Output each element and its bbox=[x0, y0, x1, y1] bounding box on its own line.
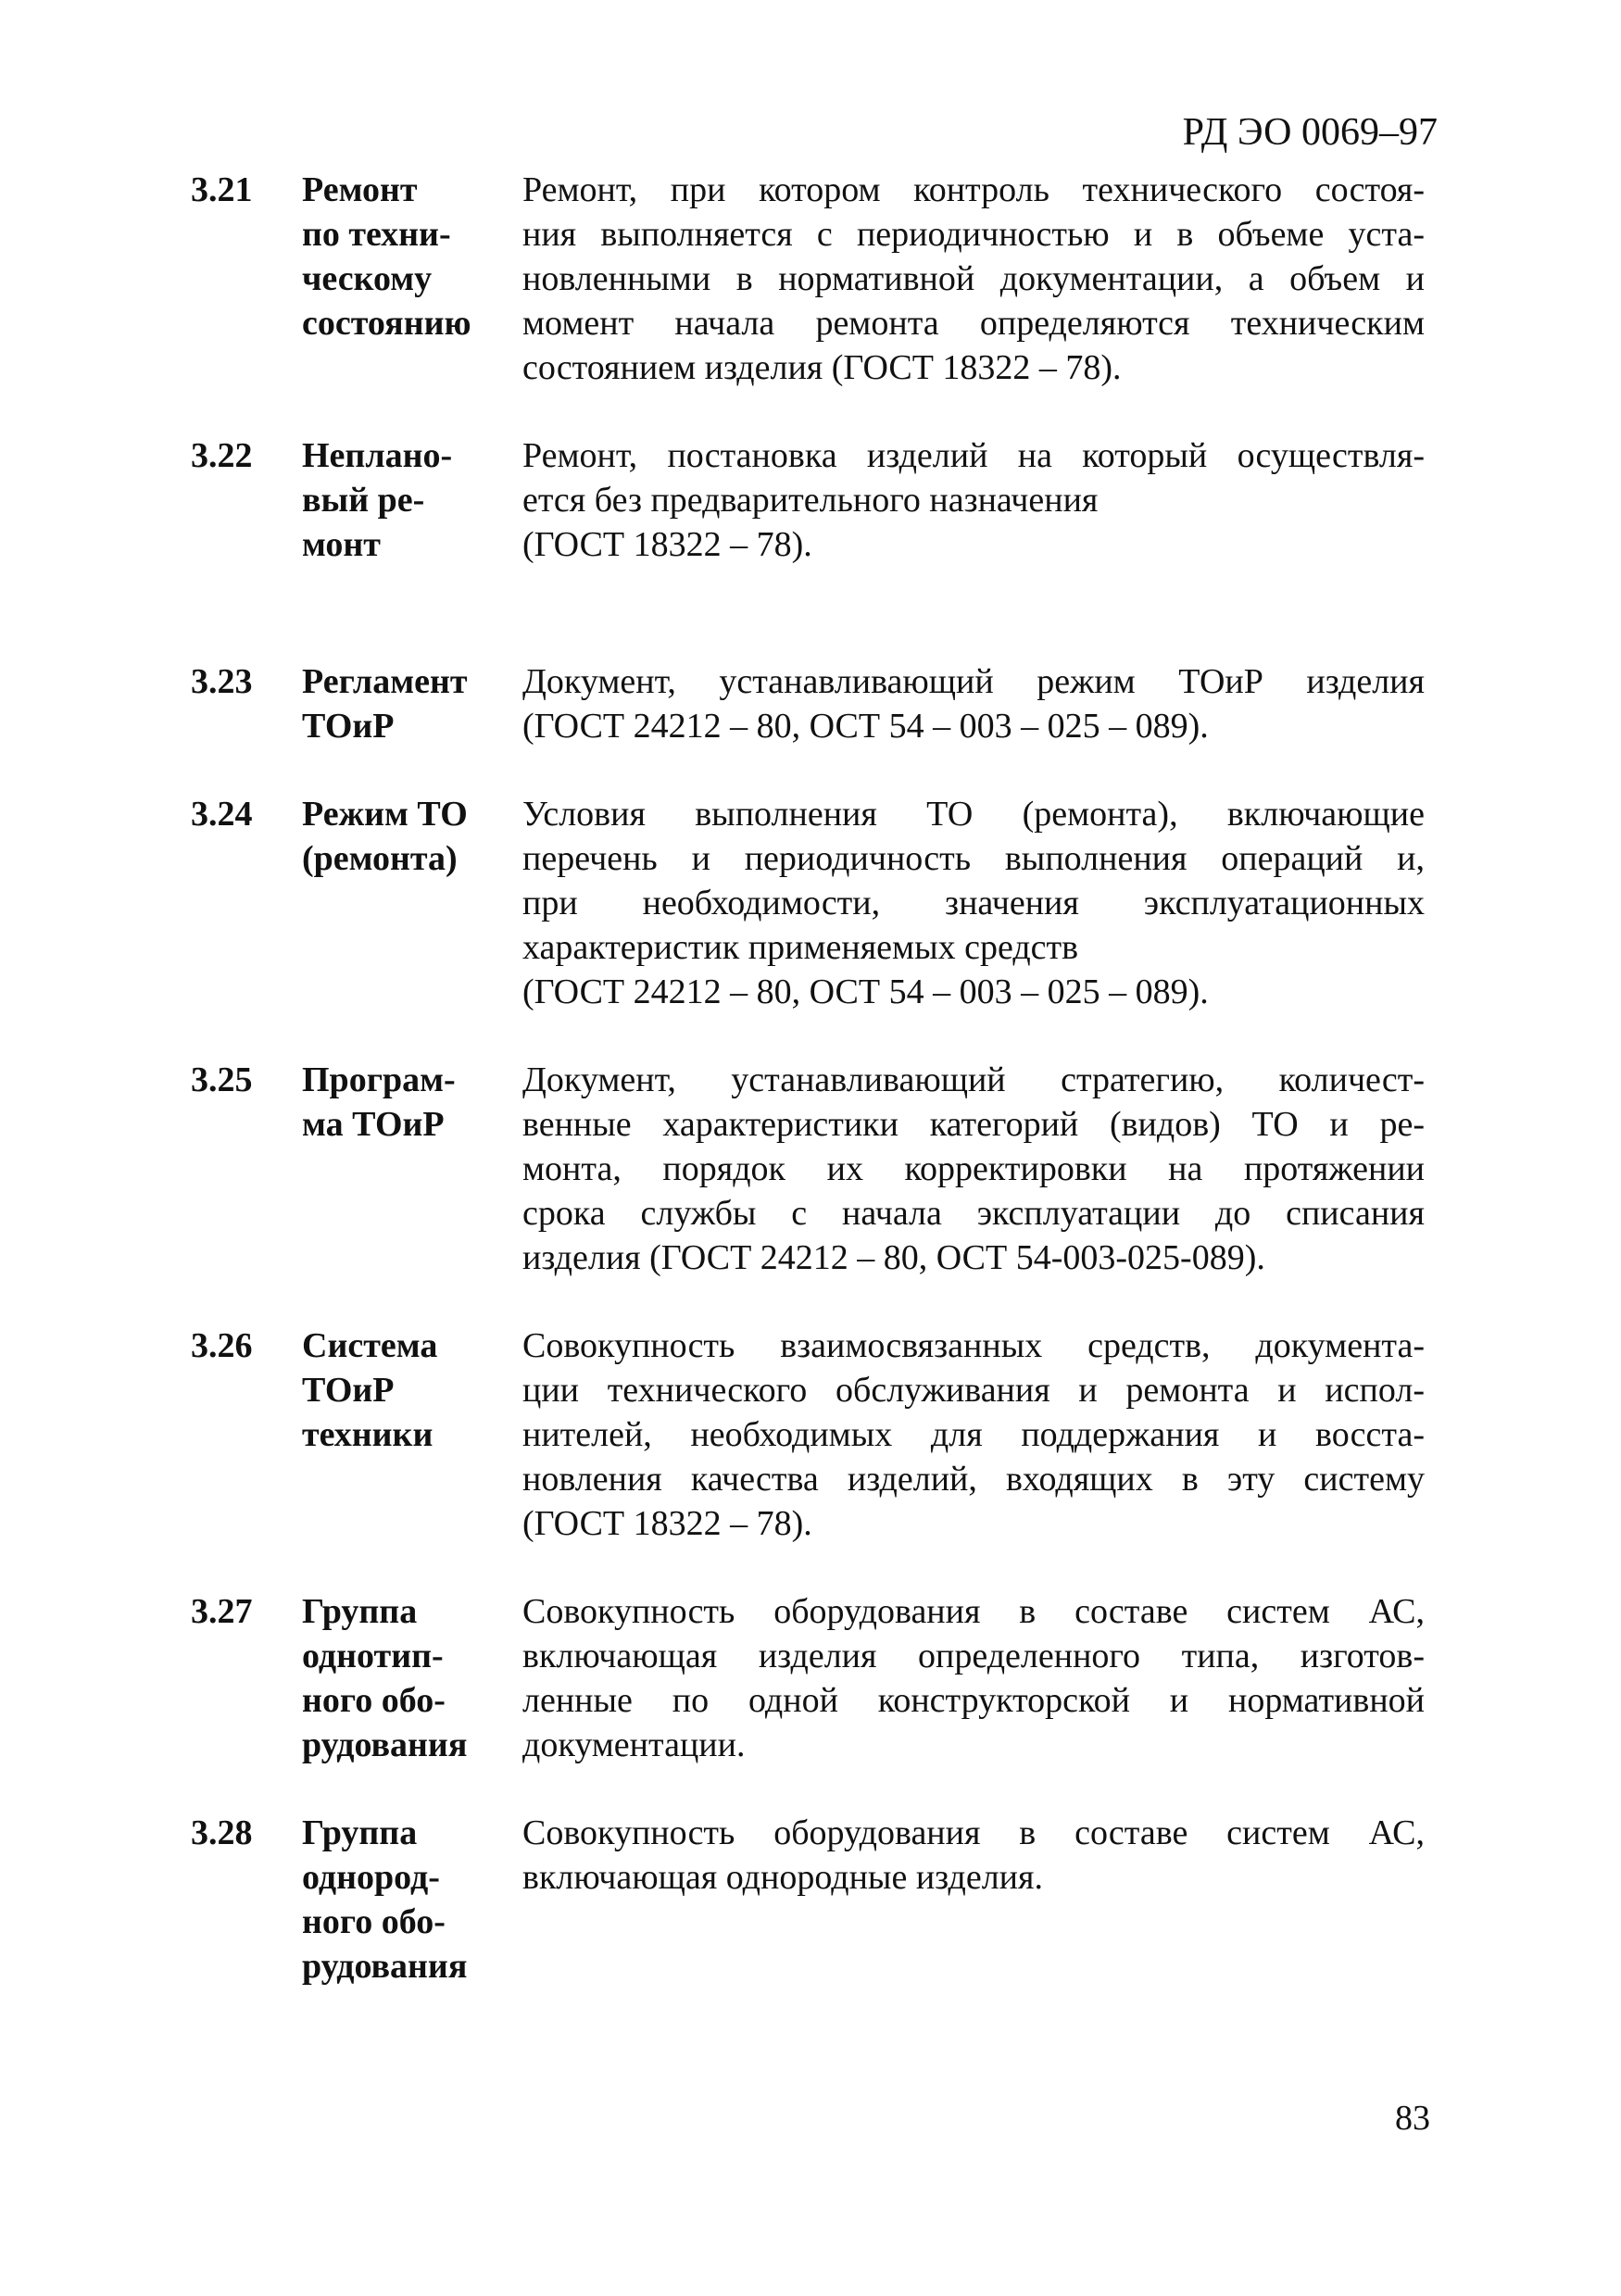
glossary-entry bbox=[191, 1324, 1425, 1555]
entry-number: 3.23 bbox=[191, 662, 253, 701]
definition-line: новления качества изделий, входящих в эту систему bbox=[522, 1460, 1425, 1499]
term-line: однород- bbox=[302, 1858, 440, 1897]
glossary-entry bbox=[191, 1589, 1425, 1821]
term-line: Неплано- bbox=[302, 436, 453, 475]
entry-number: 3.27 bbox=[191, 1592, 253, 1631]
term-line: ТОиР bbox=[302, 707, 395, 746]
term-line: ТОиР bbox=[302, 1371, 395, 1410]
term-line: состоянию bbox=[302, 304, 471, 343]
glossary-entry bbox=[191, 792, 1425, 1023]
entry-term bbox=[302, 1589, 506, 1767]
definition-line: Ремонт, постановка изделий на который осуществля- bbox=[522, 436, 1425, 475]
definition-line: Документ, устанавливающий режим ТОиР изделия bbox=[522, 662, 1425, 701]
term-line: монт bbox=[302, 525, 381, 564]
definition-line: (ГОСТ 24212 – 80, ОСТ 54 – 003 – 025 – 089). bbox=[522, 707, 1209, 746]
entry-definition bbox=[522, 659, 1425, 748]
term-line: Группа bbox=[302, 1813, 418, 1852]
definition-line: (ГОСТ 24212 – 80, ОСТ 54 – 003 – 025 – 089). bbox=[522, 972, 1209, 1011]
document-code-header: РД ЭО 0069–97 bbox=[1182, 111, 1438, 154]
entry-term bbox=[302, 168, 506, 345]
definition-line: характеристик применяемых средств bbox=[522, 928, 1079, 967]
entry-definition bbox=[522, 792, 1425, 1014]
term-line: Система bbox=[302, 1326, 438, 1365]
definition-line: документации. bbox=[522, 1725, 746, 1764]
term-line: ного обо- bbox=[302, 1681, 446, 1720]
entry-number: 3.25 bbox=[191, 1060, 253, 1099]
term-line: рудования bbox=[302, 1947, 468, 1986]
glossary-entry bbox=[191, 168, 1425, 399]
definition-line: перечень и периодичность выполнения операций и, bbox=[522, 839, 1425, 878]
entry-term bbox=[302, 433, 506, 567]
definition-line: изделия (ГОСТ 24212 – 80, ОСТ 54-003-025-089). bbox=[522, 1238, 1265, 1277]
definition-line: Ремонт, при котором контроль технического состоя- bbox=[522, 170, 1425, 209]
term-line: Регламент bbox=[302, 662, 468, 701]
entry-number: 3.21 bbox=[191, 170, 253, 209]
term-line: вый ре- bbox=[302, 481, 425, 520]
definition-line: (ГОСТ 18322 – 78). bbox=[522, 1504, 812, 1543]
entry-term bbox=[302, 1324, 506, 1457]
definition-line: срока службы с начала эксплуатации до списания bbox=[522, 1194, 1425, 1233]
term-line: Режим ТО bbox=[302, 795, 468, 834]
entry-term bbox=[302, 659, 506, 748]
definition-line: состоянием изделия (ГОСТ 18322 – 78). bbox=[522, 348, 1122, 387]
entry-definition bbox=[522, 1589, 1425, 1767]
term-line: по техни- bbox=[302, 215, 451, 254]
definition-line: Совокупность взаимосвязанных средств, документа- bbox=[522, 1326, 1425, 1365]
term-line: Группа bbox=[302, 1592, 418, 1631]
entry-definition bbox=[522, 1058, 1425, 1280]
term-line: техники bbox=[302, 1415, 434, 1454]
glossary-entry bbox=[191, 1058, 1425, 1289]
term-line: Ремонт bbox=[302, 170, 418, 209]
definition-line: Условия выполнения ТО (ремонта), включающие bbox=[522, 795, 1425, 834]
entry-number: 3.26 bbox=[191, 1326, 253, 1365]
entry-definition bbox=[522, 1811, 1425, 1900]
entry-number: 3.28 bbox=[191, 1813, 253, 1852]
entry-term bbox=[302, 1058, 506, 1147]
term-line: ма ТОиР bbox=[302, 1105, 445, 1144]
glossary-entry bbox=[191, 1811, 1425, 2042]
term-line: ческому bbox=[302, 259, 433, 298]
entry-term bbox=[302, 1811, 506, 1989]
definition-line: при необходимости, значения эксплуатационных bbox=[522, 884, 1425, 922]
definition-line: ется без предварительного назначения bbox=[522, 481, 1099, 520]
definition-line: момент начала ремонта определяются техническим bbox=[522, 304, 1425, 343]
definition-line: ленные по одной конструкторской и нормативной bbox=[522, 1681, 1425, 1720]
definition-line: Документ, устанавливающий стратегию, количест- bbox=[522, 1060, 1425, 1099]
term-line: рудования bbox=[302, 1725, 468, 1764]
entry-number: 3.24 bbox=[191, 795, 253, 834]
definition-line: Совокупность оборудования в составе систем АС, bbox=[522, 1813, 1425, 1852]
definition-line: монта, порядок их корректировки на протяжении bbox=[522, 1149, 1425, 1188]
definition-line: ния выполняется с периодичностью и в объеме уста- bbox=[522, 215, 1425, 254]
glossary-entry bbox=[191, 433, 1425, 665]
definition-line: (ГОСТ 18322 – 78). bbox=[522, 525, 812, 564]
definition-line: венные характеристики категорий (видов) ТО и ре- bbox=[522, 1105, 1425, 1144]
entry-definition bbox=[522, 1324, 1425, 1546]
page-number: 83 bbox=[1395, 2099, 1430, 2138]
entry-term bbox=[302, 792, 506, 881]
term-line: ного обо- bbox=[302, 1902, 446, 1941]
entry-number: 3.22 bbox=[191, 436, 253, 475]
entry-definition bbox=[522, 433, 1425, 567]
definition-line: включающая однородные изделия. bbox=[522, 1858, 1043, 1897]
definition-line: нителей, необходимых для поддержания и восста- bbox=[522, 1415, 1425, 1454]
term-line: Програм- bbox=[302, 1060, 456, 1099]
definition-line: новленными в нормативной документации, а объем и bbox=[522, 259, 1425, 298]
entry-definition bbox=[522, 168, 1425, 390]
term-line: (ремонта) bbox=[302, 839, 458, 878]
definition-line: включающая изделия определенного типа, изготов- bbox=[522, 1637, 1425, 1675]
definition-line: ции технического обслуживания и ремонта и испол- bbox=[522, 1371, 1425, 1410]
definition-line: Совокупность оборудования в составе систем АС, bbox=[522, 1592, 1425, 1631]
term-line: однотип- bbox=[302, 1637, 444, 1675]
